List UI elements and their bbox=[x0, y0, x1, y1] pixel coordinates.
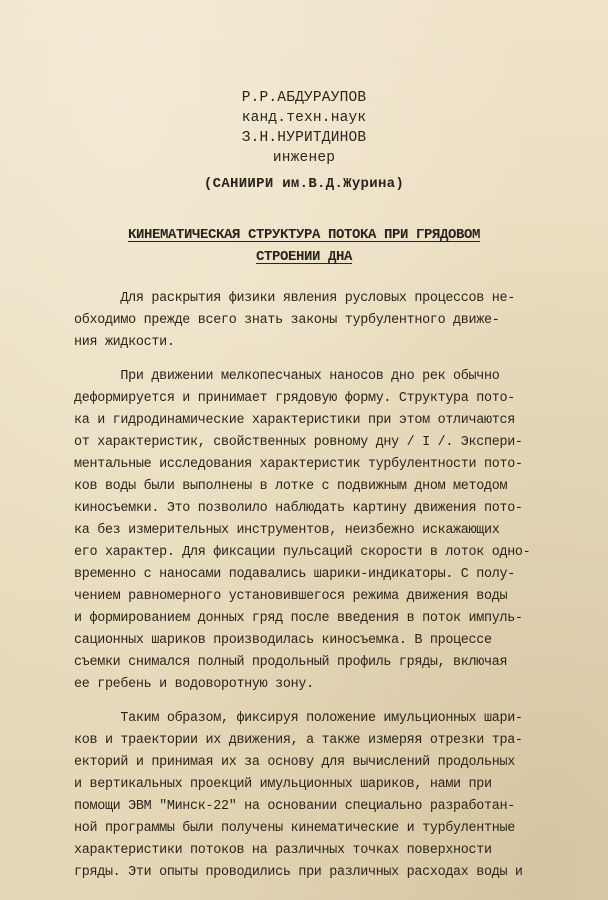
text-line: ной программы были получены кинематические и турбулентные bbox=[74, 821, 515, 836]
author-block bbox=[0, 88, 608, 168]
text-line: ее гребень и водоворотную зону. bbox=[74, 677, 314, 692]
text-line: сационных шариков производилась киносъемка. В процессе bbox=[74, 633, 492, 648]
text-line: Для раскрытия физики явления русловых процессов не- bbox=[74, 291, 515, 306]
text-line: екторий и принимая их за основу для вычислений продольных bbox=[74, 755, 515, 770]
affiliation: (САНИИРИ им.В.Д.Журина) bbox=[203, 176, 405, 192]
text-line: обходимо прежде всего знать законы турбулентного движе- bbox=[74, 313, 500, 328]
text-line: от характеристик, свойственных ровному дну / I /. Экспери- bbox=[74, 435, 523, 450]
text-line: деформируется и принимает грядовую форму. Структура пото- bbox=[74, 391, 515, 406]
text-line: его характер. Для фиксации пульсаций скорости в лоток одно- bbox=[74, 545, 531, 560]
text-line: ков и траектории их движения, а также измеряя отрезки тра- bbox=[74, 733, 523, 748]
text-line: чением равномерного установившегося режима движения воды bbox=[74, 589, 508, 604]
text-line: гряды. Эти опыты проводились при различных расходах воды и bbox=[74, 865, 523, 880]
text-line: ков воды были выполнены в лотке с подвижным дном методом bbox=[74, 479, 508, 494]
text-line: помощи ЭВМ "Минск-22" на основании специально разработан- bbox=[74, 799, 515, 814]
text-line: характеристики потоков на различных точках поверхности bbox=[74, 843, 492, 858]
text-line: и вертикальных проекций имульционных шариков, нами при bbox=[74, 777, 492, 792]
text-line: съемки снимался полный продольный профиль гряды, включая bbox=[74, 655, 508, 670]
author-degree-1: канд.техн.наук bbox=[241, 110, 367, 126]
author-name-1: Р.Р.АБДУРАУПОВ bbox=[241, 90, 367, 106]
author-name-2: З.Н.НУРИТДИНОВ bbox=[241, 130, 367, 146]
text-line: и формированием донных гряд после введения в поток импуль- bbox=[74, 611, 523, 626]
paragraph-1 bbox=[74, 288, 574, 354]
text-line: Таким образом, фиксируя положение имульционных шари- bbox=[74, 711, 523, 726]
article-body bbox=[74, 288, 574, 896]
text-line: ка и гидродинамические характеристики при этом отличаются bbox=[74, 413, 515, 428]
article-title-line-1: КИНЕМАТИЧЕСКАЯ СТРУКТУРА ПОТОКА ПРИ ГРЯДОВОМ bbox=[127, 227, 481, 243]
author-position-2: инженер bbox=[272, 150, 336, 166]
paragraph-2 bbox=[74, 366, 574, 696]
text-line: ментальные исследования характеристик турбулентности пото- bbox=[74, 457, 523, 472]
text-line: ка без измерительных инструментов, неизбежно искажающих bbox=[74, 523, 500, 538]
paragraph-3 bbox=[74, 708, 574, 884]
text-line: ния жидкости. bbox=[74, 335, 175, 350]
text-line: При движении мелкопесчаных наносов дно рек обычно bbox=[74, 369, 500, 384]
text-line: киносъемки. Это позволило наблюдать картину движения пото- bbox=[74, 501, 523, 516]
article-title-line-2: СТРОЕНИИ ДНА bbox=[255, 249, 353, 265]
text-line: временно с наносами подавались шарики-индикаторы. С полу- bbox=[74, 567, 515, 582]
article-title bbox=[0, 224, 608, 268]
